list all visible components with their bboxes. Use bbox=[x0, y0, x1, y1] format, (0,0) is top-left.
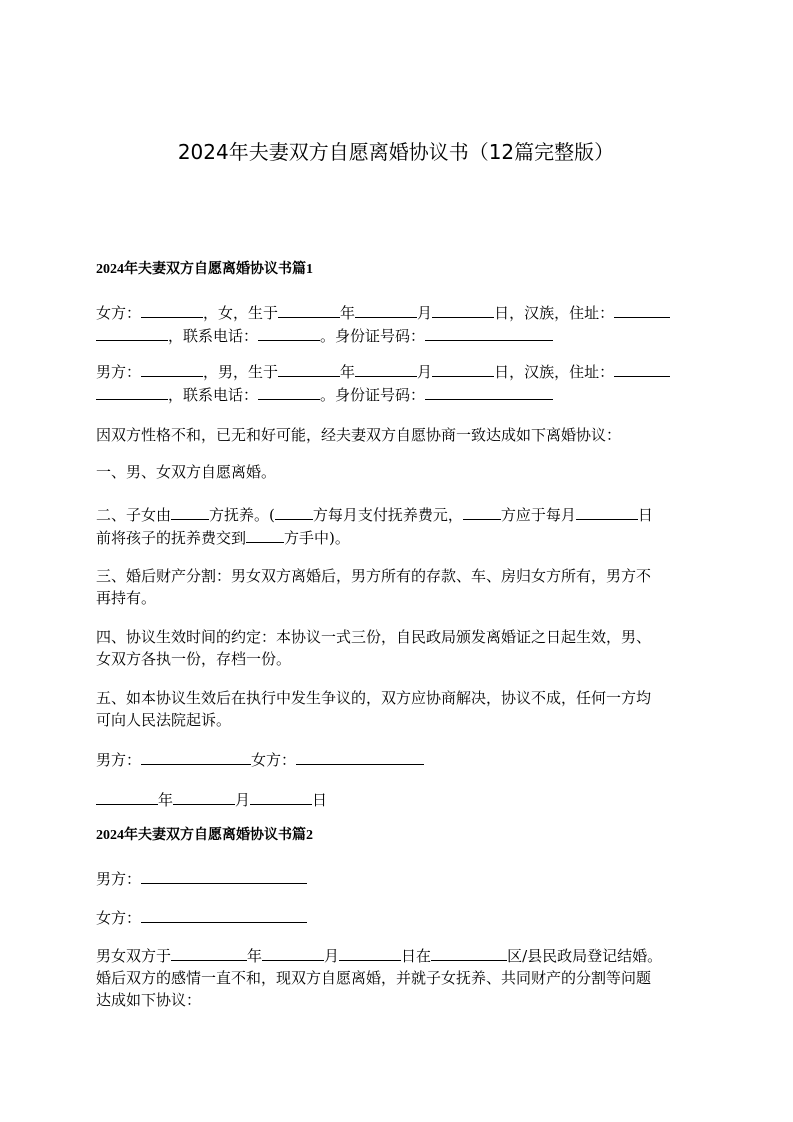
recipient-party-blank[interactable] bbox=[246, 526, 284, 543]
wife-address-blank[interactable] bbox=[614, 301, 670, 318]
section-2-male-line: 男方： bbox=[96, 867, 696, 890]
husband-address-blank-continued[interactable] bbox=[96, 383, 168, 400]
custody-party-blank[interactable] bbox=[171, 503, 209, 520]
clause-2-line-1: 二、子女由 方抚养。( 方每月支付抚养费元， 方应于每月 日 bbox=[96, 503, 696, 526]
wife-birth-day-blank[interactable] bbox=[432, 301, 494, 318]
husband-info-line-2: ，联系电话： 。身份证号码： bbox=[96, 383, 696, 406]
intro-paragraph: 因双方性格不和，已无和好可能，经夫妻双方自愿协商一致达成如下离婚协议： bbox=[96, 426, 622, 444]
sign-year-blank[interactable] bbox=[96, 788, 158, 805]
document-title: 2024年夫妻双方自愿离婚协议书（12篇完整版） bbox=[177, 140, 615, 164]
wife-info-line-2: ，联系电话： 。身份证号码： bbox=[96, 324, 696, 347]
clause-3: 三、婚后财产分割：男女双方离婚后，男方所有的存款、车、房归女方所有，男方不 再持有。 bbox=[96, 567, 652, 607]
husband-id-number-blank[interactable] bbox=[425, 383, 553, 400]
wife-phone-blank[interactable] bbox=[258, 324, 320, 341]
section-2-female-line: 女方： bbox=[96, 906, 696, 929]
husband-name-blank[interactable] bbox=[141, 360, 203, 377]
section-1-heading: 2024年夫妻双方自愿离婚协议书篇1 bbox=[96, 262, 313, 277]
wife-name-blank[interactable] bbox=[141, 301, 203, 318]
section-2-female-name-blank[interactable] bbox=[141, 906, 307, 923]
wife-id-number-blank[interactable] bbox=[425, 324, 553, 341]
date-line: 年 月 日 bbox=[96, 788, 696, 811]
signature-line: 男方： 女方： bbox=[96, 748, 696, 771]
husband-signature-blank[interactable] bbox=[141, 748, 251, 765]
clause-5: 五、如本协议生效后在执行中发生争议的，双方应协商解决，协议不成，任何一方均 可向人民法院起诉。 bbox=[96, 689, 652, 729]
section-2-male-name-blank[interactable] bbox=[141, 867, 307, 884]
marriage-line-1: 男女双方于 年 月 日在 区/县民政局登记结婚。 bbox=[96, 944, 696, 967]
marriage-district-blank[interactable] bbox=[431, 944, 507, 961]
clause-1: 一、男、女双方自愿离婚。 bbox=[96, 463, 277, 481]
husband-birth-month-blank[interactable] bbox=[355, 360, 417, 377]
marriage-year-blank[interactable] bbox=[171, 944, 247, 961]
wife-birth-year-blank[interactable] bbox=[278, 301, 340, 318]
wife-signature-blank[interactable] bbox=[296, 748, 424, 765]
clause-4: 四、协议生效时间的约定：本协议一式三份，自民政局颁发离婚证之日起生效，男、 女双方各执一份，存档一份。 bbox=[96, 628, 652, 668]
wife-address-blank-continued[interactable] bbox=[96, 324, 168, 341]
clause-2 bbox=[96, 503, 696, 549]
husband-phone-blank[interactable] bbox=[258, 383, 320, 400]
section-2-marriage-paragraph: 男女双方于 年 月 日在 区/县民政局登记结婚。 婚后双方的感情一直不和，现双方自愿离婚，并就子女抚养、共同财产的分割等问题 达成如下协议： bbox=[96, 944, 696, 1011]
clause-2-line-2: 前将孩子的抚养费交到 方手中)。 bbox=[96, 526, 696, 549]
sign-day-blank[interactable] bbox=[250, 788, 312, 805]
marriage-month-blank[interactable] bbox=[262, 944, 324, 961]
support-payer-blank[interactable] bbox=[275, 503, 313, 520]
wife-info-paragraph bbox=[96, 301, 696, 347]
marriage-day-blank[interactable] bbox=[339, 944, 401, 961]
wife-info-line-1: 女方： ，女，生于 年 月 日，汉族，住址： bbox=[96, 301, 696, 324]
husband-info-line-1: 男方： ，男，生于 年 月 日，汉族，住址： bbox=[96, 360, 696, 383]
husband-info-paragraph bbox=[96, 360, 696, 406]
payment-day-blank[interactable] bbox=[576, 503, 638, 520]
husband-birth-day-blank[interactable] bbox=[432, 360, 494, 377]
sign-month-blank[interactable] bbox=[173, 788, 235, 805]
section-2-heading: 2024年夫妻双方自愿离婚协议书篇2 bbox=[96, 828, 313, 843]
wife-birth-month-blank[interactable] bbox=[355, 301, 417, 318]
payment-party-blank[interactable] bbox=[463, 503, 501, 520]
husband-birth-year-blank[interactable] bbox=[278, 360, 340, 377]
husband-address-blank[interactable] bbox=[614, 360, 670, 377]
